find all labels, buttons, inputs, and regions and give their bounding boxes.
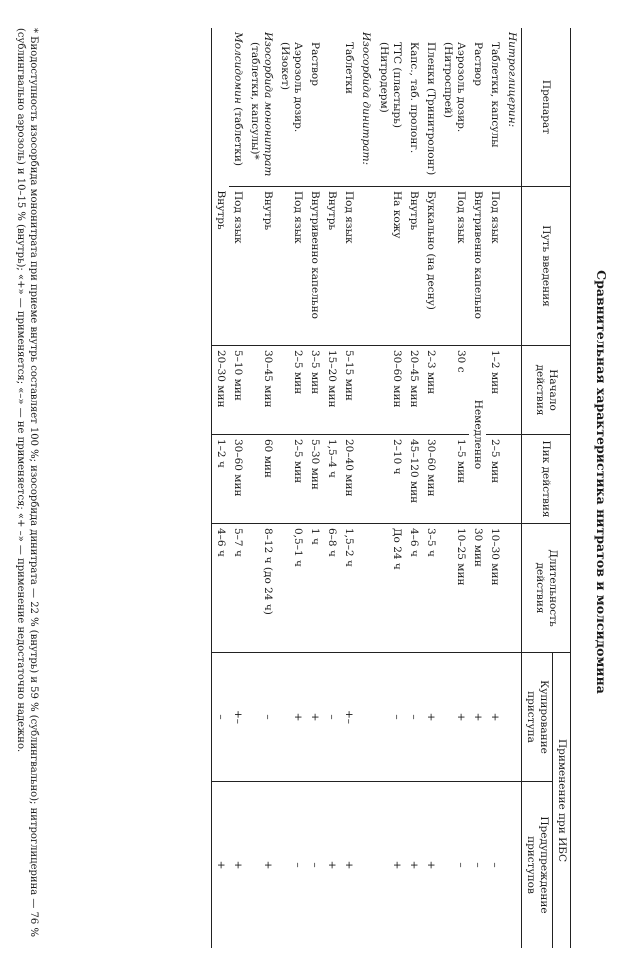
footnote: * Биодоступность изосорбида мононитрата при приеме внутрь составляет 100 %; изосорбида динитрата — 22 % (внутрь) и 59 % (сублингвально); нитроглицерина — 76 % (сублингвально аэрозоль) и 10–15 % (внутрь); «+» — применяется; «–» — не применяется; «+ –» — применение недостаточно надежно. [15, 28, 39, 937]
group-row-isdn [357, 28, 375, 948]
route-cell: Под язык [439, 187, 469, 346]
prevention-cell: – [439, 782, 469, 949]
route-cell: Под язык [486, 187, 503, 346]
duration-cell: 4–6 ч [405, 524, 422, 653]
relief-cell: +– [340, 653, 357, 782]
route-cell: На кожу [375, 187, 405, 346]
prevention-cell: + [422, 782, 439, 949]
group-label: Изосорбида динитрат: [360, 32, 372, 166]
prevention-cell: – [276, 782, 306, 949]
prevention-cell: + [323, 782, 340, 949]
table-row [469, 28, 486, 948]
onset-cell: 30–45 мин [246, 346, 276, 435]
ismn-form: (таблетки, капсулы)* [249, 42, 261, 160]
drug-cell-ismn [246, 28, 276, 187]
drug-cell: Капс., таб. пролонг. [408, 42, 420, 154]
relief-cell: +– [229, 653, 246, 782]
onset-cell: 20–45 мин [405, 346, 422, 435]
duration-cell: 0,5–1 ч [276, 524, 306, 653]
route-cell: Внутривенно капельно [469, 187, 486, 346]
peak-cell: 1,5–4 ч [323, 435, 340, 524]
relief-cell: + [422, 653, 439, 782]
drug-cell: Раствор [472, 42, 484, 86]
onset-cell: 30 с [439, 346, 469, 435]
molsidomine-name: Молсидомин [232, 32, 244, 104]
table-row [340, 28, 357, 948]
duration-cell: 3–5 ч [422, 524, 439, 653]
duration-cell: 1 ч [306, 524, 323, 653]
header-relief: Купирование приступа [522, 653, 553, 782]
relief-cell: + [276, 653, 306, 782]
header-peak: Пик действия [522, 435, 571, 524]
route-cell: Внутрь [405, 187, 422, 346]
relief-cell: + [486, 653, 503, 782]
relief-cell: – [212, 653, 230, 782]
molsidomine-form: (таблетки) [232, 103, 244, 166]
peak-cell: 60 мин [246, 435, 276, 524]
group-row-nitroglycerin [503, 28, 522, 948]
route-cell: Внутрь [246, 187, 276, 346]
peak-cell: 30–60 мин [422, 435, 439, 524]
table-title: Сравнительная характеристика нитратов и молсидомина [594, 270, 609, 694]
prevention-cell: – [486, 782, 503, 949]
peak-cell: 45–120 мин [405, 435, 422, 524]
table-row [486, 28, 503, 948]
route-cell: Под язык [340, 187, 357, 346]
onset-cell: 1–2 мин [486, 346, 503, 435]
nitrates-comparison-table [211, 28, 571, 948]
table-row [375, 28, 405, 948]
duration-cell: 1,5–2 ч [340, 524, 357, 653]
duration-cell: 4–6 ч [212, 524, 230, 653]
relief-cell: + [306, 653, 323, 782]
table-row-molsidomine [229, 28, 246, 948]
route-cell: Под язык [229, 187, 246, 346]
peak-cell: 1–5 мин [439, 435, 469, 524]
header-route: Путь введения [522, 187, 571, 346]
prevention-cell: – [306, 782, 323, 949]
duration-cell: 6–8 ч [323, 524, 340, 653]
peak-cell: 30–60 мин [229, 435, 246, 524]
drug-cell: Таблетки [343, 42, 355, 94]
relief-cell: + [439, 653, 469, 782]
header-duration: Длительность действия [522, 524, 571, 653]
drug-cell: Пленки (Тринитролонг) [425, 42, 437, 176]
route-cell: Внутривенно капельно [306, 187, 323, 346]
duration-cell: 8–12 ч (до 24 ч) [246, 524, 276, 653]
onset-cell: 5–15 мин [340, 346, 357, 435]
peak-cell: 20–40 мин [340, 435, 357, 524]
relief-cell: – [323, 653, 340, 782]
duration-cell: 10–30 мин [486, 524, 503, 653]
prevention-cell: + [212, 782, 230, 949]
duration-cell: 5–7 ч [229, 524, 246, 653]
header-onset: Начало действия [522, 346, 571, 435]
table-row [306, 28, 323, 948]
onset-cell: 20–30 мин [212, 346, 230, 435]
peak-cell: 2–5 мин [486, 435, 503, 524]
drug-cell: Аэрозоль дозир. (Изокет) [279, 42, 304, 133]
onset-cell: 5–10 мин [229, 346, 246, 435]
prevention-cell: + [375, 782, 405, 949]
relief-cell: – [246, 653, 276, 782]
relief-cell: – [375, 653, 405, 782]
drug-cell: Таблетки, капсулы [489, 42, 501, 148]
prevention-cell: + [229, 782, 246, 949]
table-row [405, 28, 422, 948]
duration-cell: 10–25 мин [439, 524, 469, 653]
peak-cell: 1–2 ч [212, 435, 230, 524]
table-row [439, 28, 469, 948]
drug-cell [323, 28, 340, 187]
drug-cell: ТТС (пластырь) (Нитродерм) [378, 42, 403, 128]
prevention-cell: – [469, 782, 486, 949]
onset-cell: 30–60 мин [375, 346, 405, 435]
onset-cell: 2–5 мин [276, 346, 306, 435]
onset-cell: 15–20 мин [323, 346, 340, 435]
route-cell: Под язык [276, 187, 306, 346]
peak-cell: 2–10 ч [375, 435, 405, 524]
peak-cell: 5–30 мин [306, 435, 323, 524]
onset-cell: 3–5 мин [306, 346, 323, 435]
route-cell: Внутрь [323, 187, 340, 346]
route-cell: Внутрь [215, 190, 227, 230]
group-label: Нитроглицерин: [506, 32, 518, 128]
drug-cell: Раствор [309, 42, 321, 86]
table-row [323, 28, 340, 948]
table-row [422, 28, 439, 948]
prevention-cell: + [405, 782, 422, 949]
relief-cell: + [469, 653, 486, 782]
header-prevention: Предупреждение приступов [522, 782, 553, 949]
table-row [276, 28, 306, 948]
drug-cell-molsidomine [212, 28, 247, 187]
onset-cell: 2–3 мин [422, 346, 439, 435]
peak-cell: 2–5 мин [276, 435, 306, 524]
header-ihd: Применение при ИБС [553, 653, 571, 949]
prevention-cell: + [340, 782, 357, 949]
drug-cell: Аэрозоль дозир. (Нитроспрей) [442, 42, 467, 133]
duration-cell: До 24 ч [375, 524, 405, 653]
header-drug: Препарат [522, 28, 571, 187]
duration-cell: 30 мин [469, 524, 486, 653]
relief-cell: – [405, 653, 422, 782]
onset-peak-merged-cell: Немедленно [469, 346, 486, 524]
table-row-ismn [246, 28, 276, 948]
ismn-name: Изосорбида мононитрат [262, 32, 274, 177]
prevention-cell: + [246, 782, 276, 949]
route-cell: Буккально (на десну) [422, 187, 439, 346]
